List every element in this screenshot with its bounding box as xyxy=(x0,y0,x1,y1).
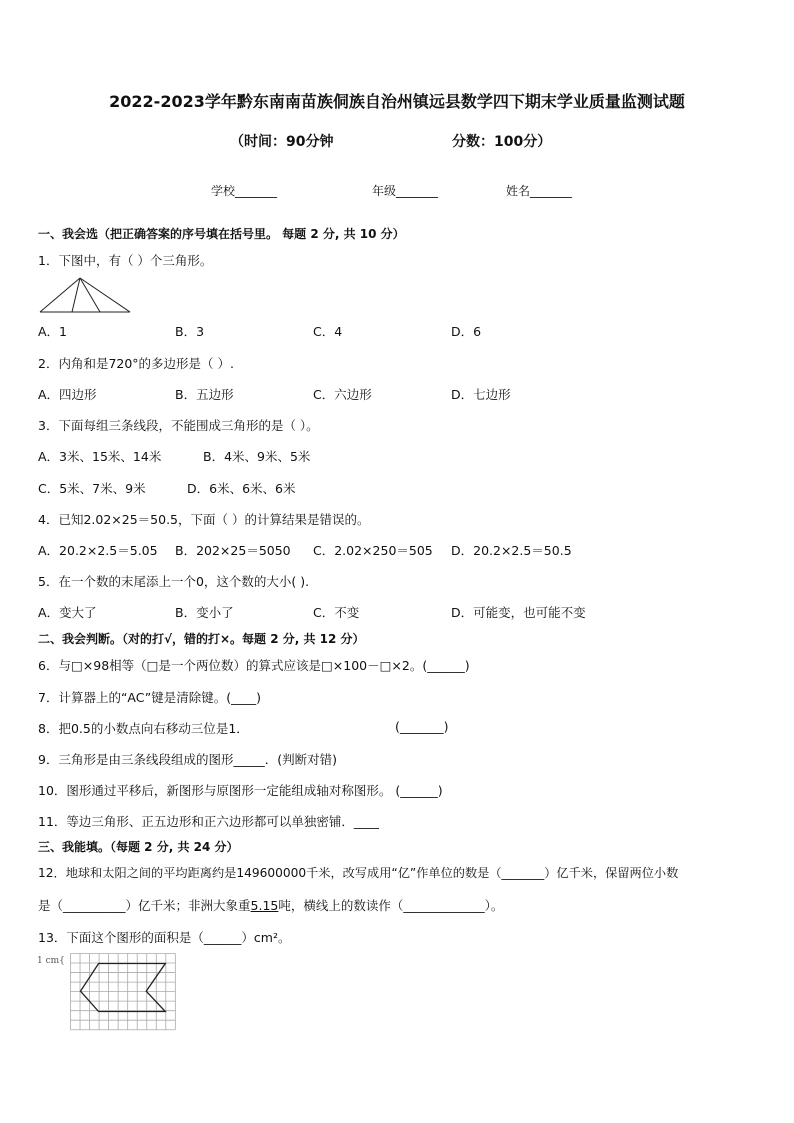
section3-heading: 三、我能填。（每题 2 分, 共 24 分） xyxy=(38,840,239,854)
q4-option-d[interactable]: D．20.2×2.5＝50.5 xyxy=(451,543,572,558)
exam-time: （时间：90分钟 xyxy=(230,134,334,150)
q5-option-b[interactable]: B．变小了 xyxy=(175,605,234,620)
q5-option-c[interactable]: C．不变 xyxy=(313,605,360,620)
question-13: 13．下面这个图形的面积是（______）cm²。 xyxy=(38,930,291,945)
q2-option-a[interactable]: A．四边形 xyxy=(38,387,97,402)
q2-option-d[interactable]: D．七边形 xyxy=(451,387,511,402)
question-12-line2 xyxy=(38,896,503,914)
triangle-figure xyxy=(38,275,134,315)
section2-heading: 二、我会判断。（对的打√，错的打×。每题 2 分, 共 12 分） xyxy=(38,632,365,646)
q3-option-c[interactable]: C．5米、7米、9米 xyxy=(38,481,146,496)
question-3: 3．下面每组三条线段，不能围成三角形的是（ ）。 xyxy=(38,418,319,433)
grade-field[interactable]: 年级_______ xyxy=(372,184,439,198)
q1-option-b[interactable]: B．3 xyxy=(175,324,205,339)
school-field[interactable]: 学校_______ xyxy=(211,184,278,198)
question-9: 9．三角形是由三条线段组成的图形_____．(判断对错) xyxy=(38,752,337,767)
question-8: 8．把0.5的小数点向右移动三位是1． xyxy=(38,721,249,736)
question-10: 10．图形通过平移后，新图形与原图形一定能组成轴对称图形。 (______) xyxy=(38,783,443,798)
question-4: 4．已知2.02×25＝50.5，下面（ ）的计算结果是错误的。 xyxy=(38,512,370,527)
q4-option-c[interactable]: C．2.02×250＝505 xyxy=(313,543,433,558)
name-field[interactable]: 姓名_______ xyxy=(506,184,573,198)
q12-line2-part2: 吨，横线上的数读作（_____________）。 xyxy=(278,898,504,913)
q3-option-b[interactable]: B．4米、9米、5米 xyxy=(203,449,311,464)
q4-option-b[interactable]: B．202×25＝5050 xyxy=(175,543,291,558)
q5-option-a[interactable]: A．变大了 xyxy=(38,605,97,620)
hexagon-shape xyxy=(81,964,166,1012)
q1-option-c[interactable]: C．4 xyxy=(313,324,343,339)
q1-option-d[interactable]: D．6 xyxy=(451,324,482,339)
q12-line2-part1: 是（__________）亿千米；非洲大象重 xyxy=(38,898,251,913)
question-1: 1．下图中，有（ ）个三角形。 xyxy=(38,253,213,268)
question-2: 2．内角和是720°的多边形是（ ）. xyxy=(38,356,235,371)
question-7: 7．计算器上的“AC”键是清除键。(____) xyxy=(38,690,261,705)
question-11: 11．等边三角形、正五边形和正六边形都可以单独密铺．____ xyxy=(38,814,379,829)
question-6: 6．与□×98相等（□是一个两位数）的算式应该是□×100－□×2。(______) xyxy=(38,658,470,673)
grid-scale-label: 1 cm{ xyxy=(37,956,65,966)
section1-heading: 一、我会选（把正确答案的序号填在括号里。 每题 2 分, 共 10 分） xyxy=(38,227,405,241)
page-title: 2022-2023学年黔东南南苗族侗族自治州镇远县数学四下期末学业质量监测试题 xyxy=(109,92,685,111)
q3-option-a[interactable]: A．3米、15米、14米 xyxy=(38,449,162,464)
question-12-line1: 12．地球和太阳之间的平均距离约是149600000千米，改写成用“亿”作单位的数是（_______）亿千米，保留两位小数 xyxy=(38,866,679,880)
question-8-answer-blank[interactable]: (_______) xyxy=(395,719,449,734)
exam-score: 分数：100分） xyxy=(452,134,552,150)
q4-option-a[interactable]: A．20.2×2.5＝5.05 xyxy=(38,543,158,558)
q1-option-a[interactable]: A．1 xyxy=(38,324,68,339)
question-5: 5．在一个数的末尾添上一个0，这个数的大小( ). xyxy=(38,574,310,589)
q2-option-c[interactable]: C．六边形 xyxy=(313,387,372,402)
q3-option-d[interactable]: D．6米、6米、6米 xyxy=(187,481,296,496)
grid-figure xyxy=(70,953,182,1031)
q2-option-b[interactable]: B．五边形 xyxy=(175,387,234,402)
q5-option-d[interactable]: D．可能变，也可能不变 xyxy=(451,605,586,620)
elephant-weight: 5.15 xyxy=(250,898,279,913)
